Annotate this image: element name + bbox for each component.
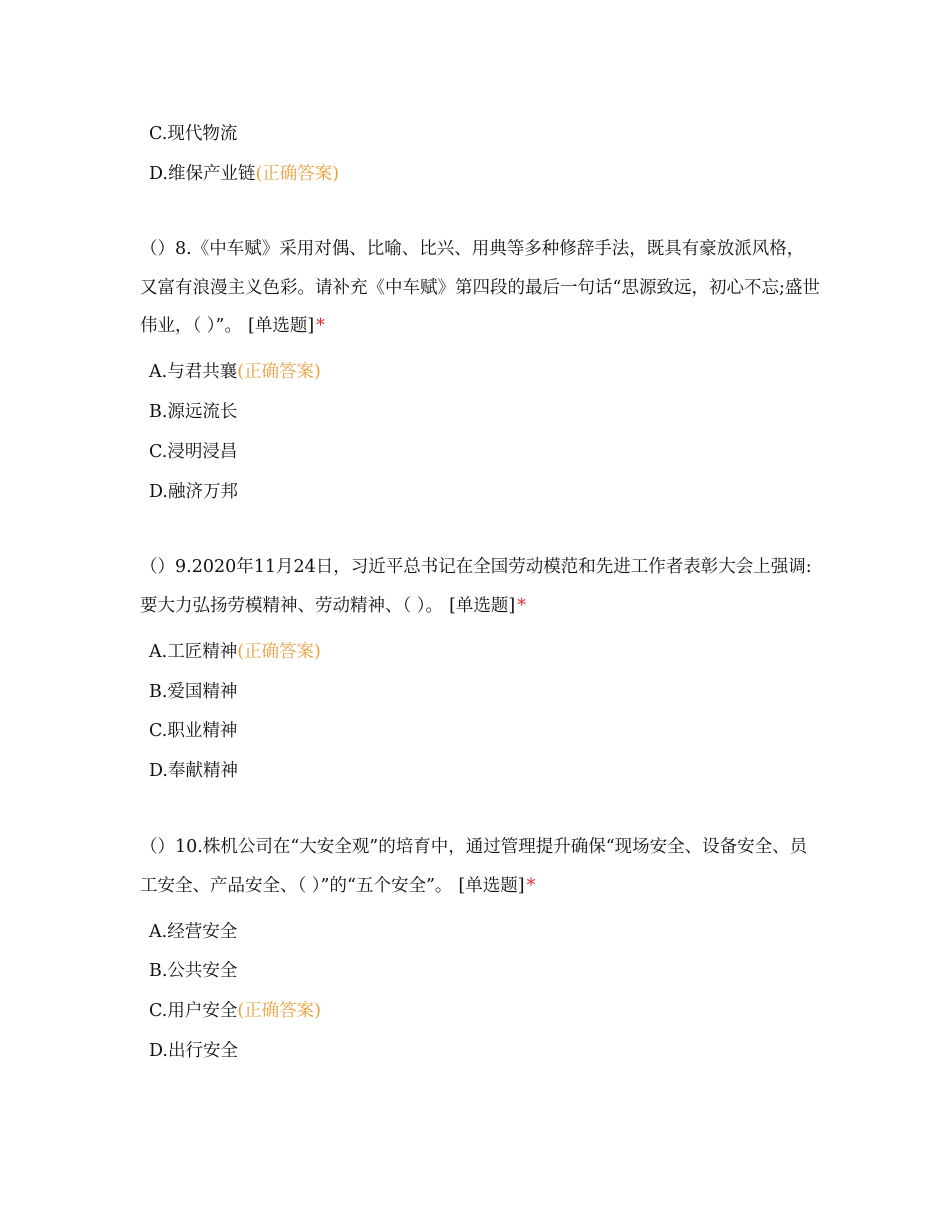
option-text: C.职业精神: [149, 721, 238, 741]
option-text: B.源远流长: [149, 402, 238, 422]
option-text: C.现代物流: [149, 124, 238, 144]
option-text: A.工匠精神: [149, 642, 238, 662]
q10-option-a: [149, 921, 237, 943]
option-text: D.维保产业链: [149, 164, 256, 184]
correct-answer-label: (正确答案): [237, 1001, 321, 1021]
q8-option-b: [149, 401, 237, 423]
required-mark: *: [517, 595, 526, 616]
q9-option-c: [149, 720, 237, 742]
required-mark: *: [526, 875, 536, 896]
option-text: A.经营安全: [149, 922, 238, 942]
q8-option-c: [149, 441, 237, 463]
option-text: C.浸明浸昌: [149, 442, 238, 462]
correct-answer-label: (正确答案): [255, 164, 340, 184]
option-text: B.爱国精神: [149, 682, 238, 702]
question-text: （）10.株机公司在“大安全观”的培育中，通过管理提升确保“现场安全、设备安全、员工安全、产品安全、（ ）”的“五个安全”。: [140, 837, 808, 896]
q10-option-b: [149, 960, 237, 982]
question-10: [140, 828, 820, 905]
question-text: （）9.2020年11月24日，习近平总书记在全国劳动模范和先进工作者表彰大会上强调:要大力弘扬劳模精神、劳动精神、（ ）。: [140, 557, 812, 616]
question-8: [140, 230, 820, 346]
correct-answer-label: (正确答案): [237, 362, 321, 382]
question-9: [140, 548, 820, 625]
correct-answer-label: (正确答案): [237, 642, 321, 662]
option-text: A.与君共襄: [149, 362, 238, 382]
q10-option-d: [149, 1040, 238, 1062]
q10-option-c: [149, 1000, 321, 1022]
q9-option-a: [149, 641, 321, 663]
question-type: [单选题]: [458, 875, 525, 896]
option-d-prev: [149, 163, 339, 185]
question-type: [单选题]: [248, 316, 315, 336]
q9-option-b: [149, 681, 237, 703]
question-type: [单选题]: [449, 595, 516, 616]
q8-option-a: [149, 361, 321, 383]
option-text: D.奉献精神: [149, 761, 238, 781]
question-text: （）8.《中车赋》采用对偶、比喻、比兴、用典等多种修辞手法，既具有豪放派风格，又富有浪漫主义色彩。请补充《中车赋》第四段的最后一句话“思源致远，初心不忘;盛世伟业，（ ）”。: [140, 239, 820, 336]
q9-option-d: [149, 760, 238, 782]
option-text: C.用户安全: [149, 1001, 238, 1021]
option-text: D.出行安全: [149, 1041, 238, 1061]
option-text: D.融济万邦: [149, 482, 238, 502]
q8-option-d: [149, 481, 238, 503]
option-text: B.公共安全: [149, 961, 238, 981]
required-mark: *: [316, 316, 325, 336]
option-c-prev: [149, 123, 237, 145]
